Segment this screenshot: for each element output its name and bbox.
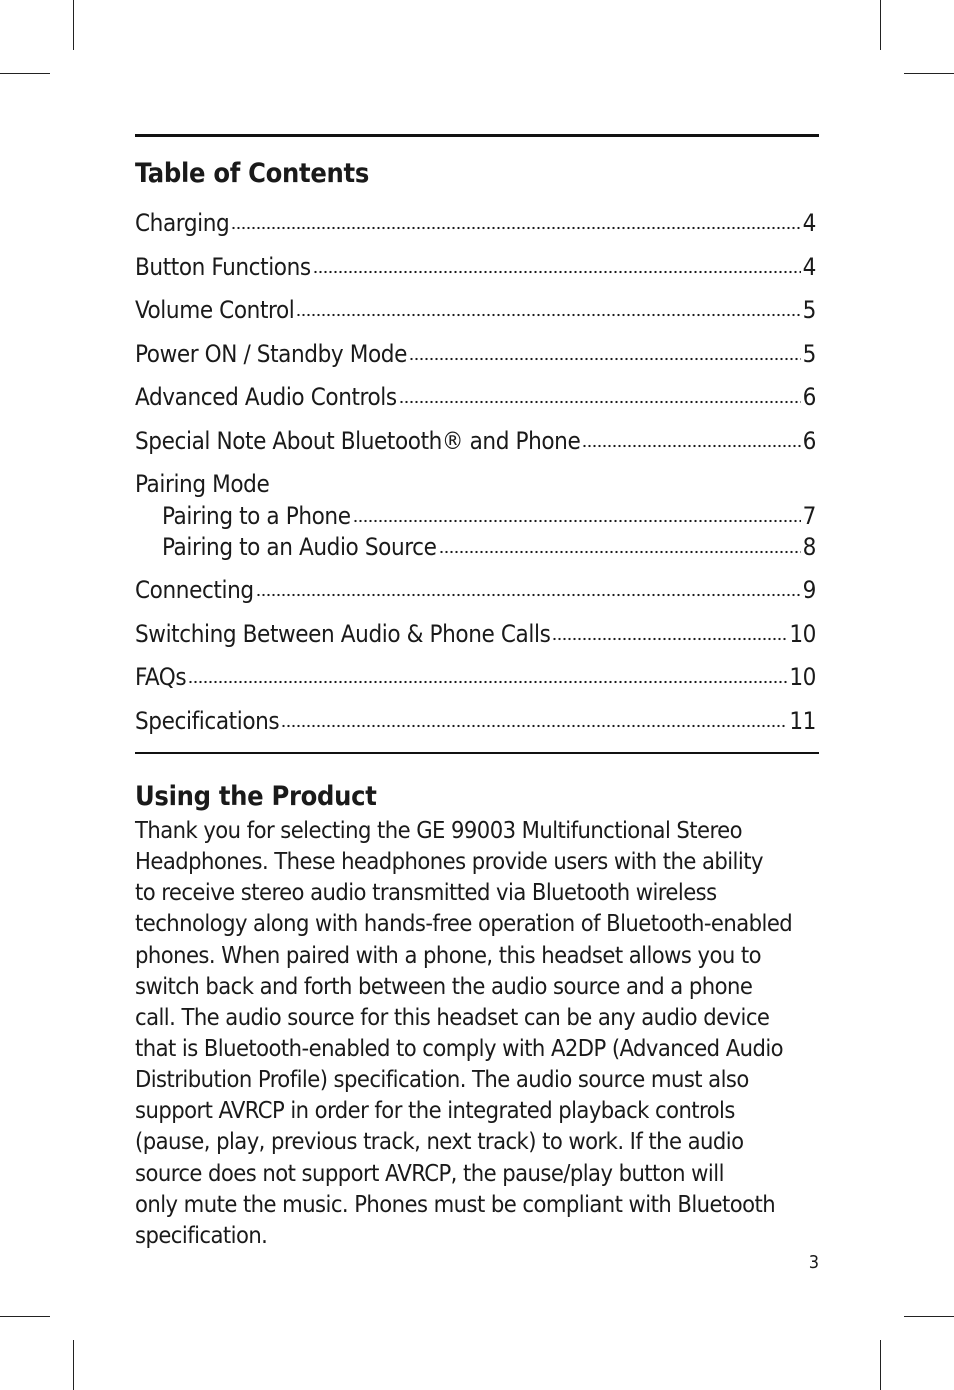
toc-entry-page: 8	[802, 533, 816, 561]
toc-entry-page: 10	[789, 663, 816, 691]
body-line: support AVRCP in order for the integrated playback controls	[135, 1096, 735, 1125]
toc-entry-label: Specifications	[135, 707, 280, 735]
toc-entry-button-functions[interactable]	[135, 253, 816, 283]
body-line: specification.	[135, 1220, 268, 1249]
body-line: (pause, play, previous track, next track) to work. If the audio	[135, 1127, 744, 1156]
section-title: Using the Product	[135, 781, 377, 812]
body-line: Thank you for selecting the GE 99003 Multifunctional Stereo	[135, 816, 742, 844]
page-number: 3	[808, 1252, 819, 1273]
toc-entry-label: Connecting	[135, 576, 254, 604]
toc-bottom-rule	[135, 752, 819, 754]
toc-entry-label: Button Functions	[135, 253, 311, 281]
toc-entry-charging[interactable]	[135, 209, 816, 239]
toc-entry-label: Charging	[135, 209, 230, 237]
crop-mark-top-left-vertical	[73, 0, 74, 50]
toc-entry-page: 5	[802, 296, 816, 324]
toc-entry-volume-control[interactable]	[135, 296, 816, 326]
toc-entry-switching-audio-phone[interactable]	[135, 620, 816, 650]
toc-entry-pairing-audio-source[interactable]	[162, 533, 816, 563]
toc-heading-pairing-mode[interactable]	[135, 470, 816, 500]
body-line: only mute the music. Phones must be compliant with Bluetooth	[135, 1189, 776, 1218]
crop-mark-top-right-vertical	[880, 0, 881, 50]
toc-entry-label: Pairing to an Audio Source	[162, 533, 437, 561]
toc-entry-page: 10	[789, 620, 816, 648]
toc-dot-leader	[399, 399, 801, 405]
toc-list	[135, 0, 816, 760]
toc-entry-pairing-phone[interactable]	[162, 502, 816, 532]
body-line: switch back and forth between the audio source and a phone	[135, 971, 753, 1000]
toc-entry-specifications[interactable]	[135, 707, 816, 737]
toc-entry-special-note-bluetooth[interactable]	[135, 427, 816, 457]
toc-entry-label: Advanced Audio Controls	[135, 383, 397, 411]
toc-dot-leader	[188, 679, 787, 685]
toc-dot-leader	[439, 549, 801, 555]
section-body	[135, 815, 819, 1251]
crop-mark-top-right-horizontal	[904, 73, 954, 74]
toc-entry-advanced-audio-controls[interactable]	[135, 383, 816, 413]
toc-entry-power-standby[interactable]	[135, 340, 816, 370]
body-line: to receive stereo audio transmitted via Bluetooth wireless	[135, 878, 717, 907]
toc-dot-leader	[231, 225, 800, 231]
toc-dot-leader	[409, 356, 801, 362]
toc-dot-leader	[353, 518, 801, 524]
crop-mark-top-left-horizontal	[0, 73, 50, 74]
toc-entry-label: FAQs	[135, 663, 187, 691]
crop-mark-bottom-right-horizontal	[904, 1316, 954, 1317]
toc-dot-leader	[582, 443, 800, 449]
toc-entry-page: 4	[802, 253, 816, 281]
toc-title: Table of Contents	[135, 158, 369, 189]
toc-entry-page: 6	[802, 383, 816, 411]
toc-entry-label: Special Note About Bluetooth® and Phone	[135, 427, 581, 455]
body-line: source does not support AVRCP, the pause/play button will	[135, 1158, 724, 1187]
toc-entry-page: 6	[802, 427, 816, 455]
body-line: that is Bluetooth-enabled to comply with A2DP (Advanced Audio	[135, 1033, 784, 1062]
toc-entry-label: Pairing Mode	[135, 470, 270, 498]
toc-dot-leader	[281, 723, 787, 729]
toc-entry-label: Power ON / Standby Mode	[135, 340, 407, 368]
crop-mark-bottom-left-horizontal	[0, 1316, 50, 1317]
toc-entry-page: 5	[802, 340, 816, 368]
toc-dot-leader	[552, 636, 787, 642]
toc-dot-leader	[313, 269, 801, 275]
toc-entry-faqs[interactable]	[135, 663, 816, 693]
toc-entry-connecting[interactable]	[135, 576, 816, 606]
body-line: phones. When paired with a phone, this headset allows you to	[135, 940, 761, 969]
body-line: Distribution Profile) specification. The audio source must also	[135, 1065, 749, 1094]
toc-dot-leader	[296, 312, 800, 318]
toc-entry-label: Pairing to a Phone	[162, 502, 351, 530]
body-line: call. The audio source for this headset can be any audio device	[135, 1002, 770, 1031]
toc-entry-page: 11	[789, 707, 816, 735]
crop-mark-bottom-left-vertical	[73, 1340, 74, 1390]
toc-entry-page: 9	[802, 576, 816, 604]
toc-dot-leader	[256, 592, 801, 598]
toc-entry-label: Volume Control	[135, 296, 295, 324]
body-line: Headphones. These headphones provide users with the ability	[135, 847, 763, 876]
toc-entry-page: 4	[802, 209, 816, 237]
toc-entry-page: 7	[802, 502, 816, 530]
toc-entry-label: Switching Between Audio & Phone Calls	[135, 620, 551, 648]
body-line: technology along with hands-free operation of Bluetooth-enabled	[135, 909, 793, 938]
crop-mark-bottom-right-vertical	[880, 1340, 881, 1390]
